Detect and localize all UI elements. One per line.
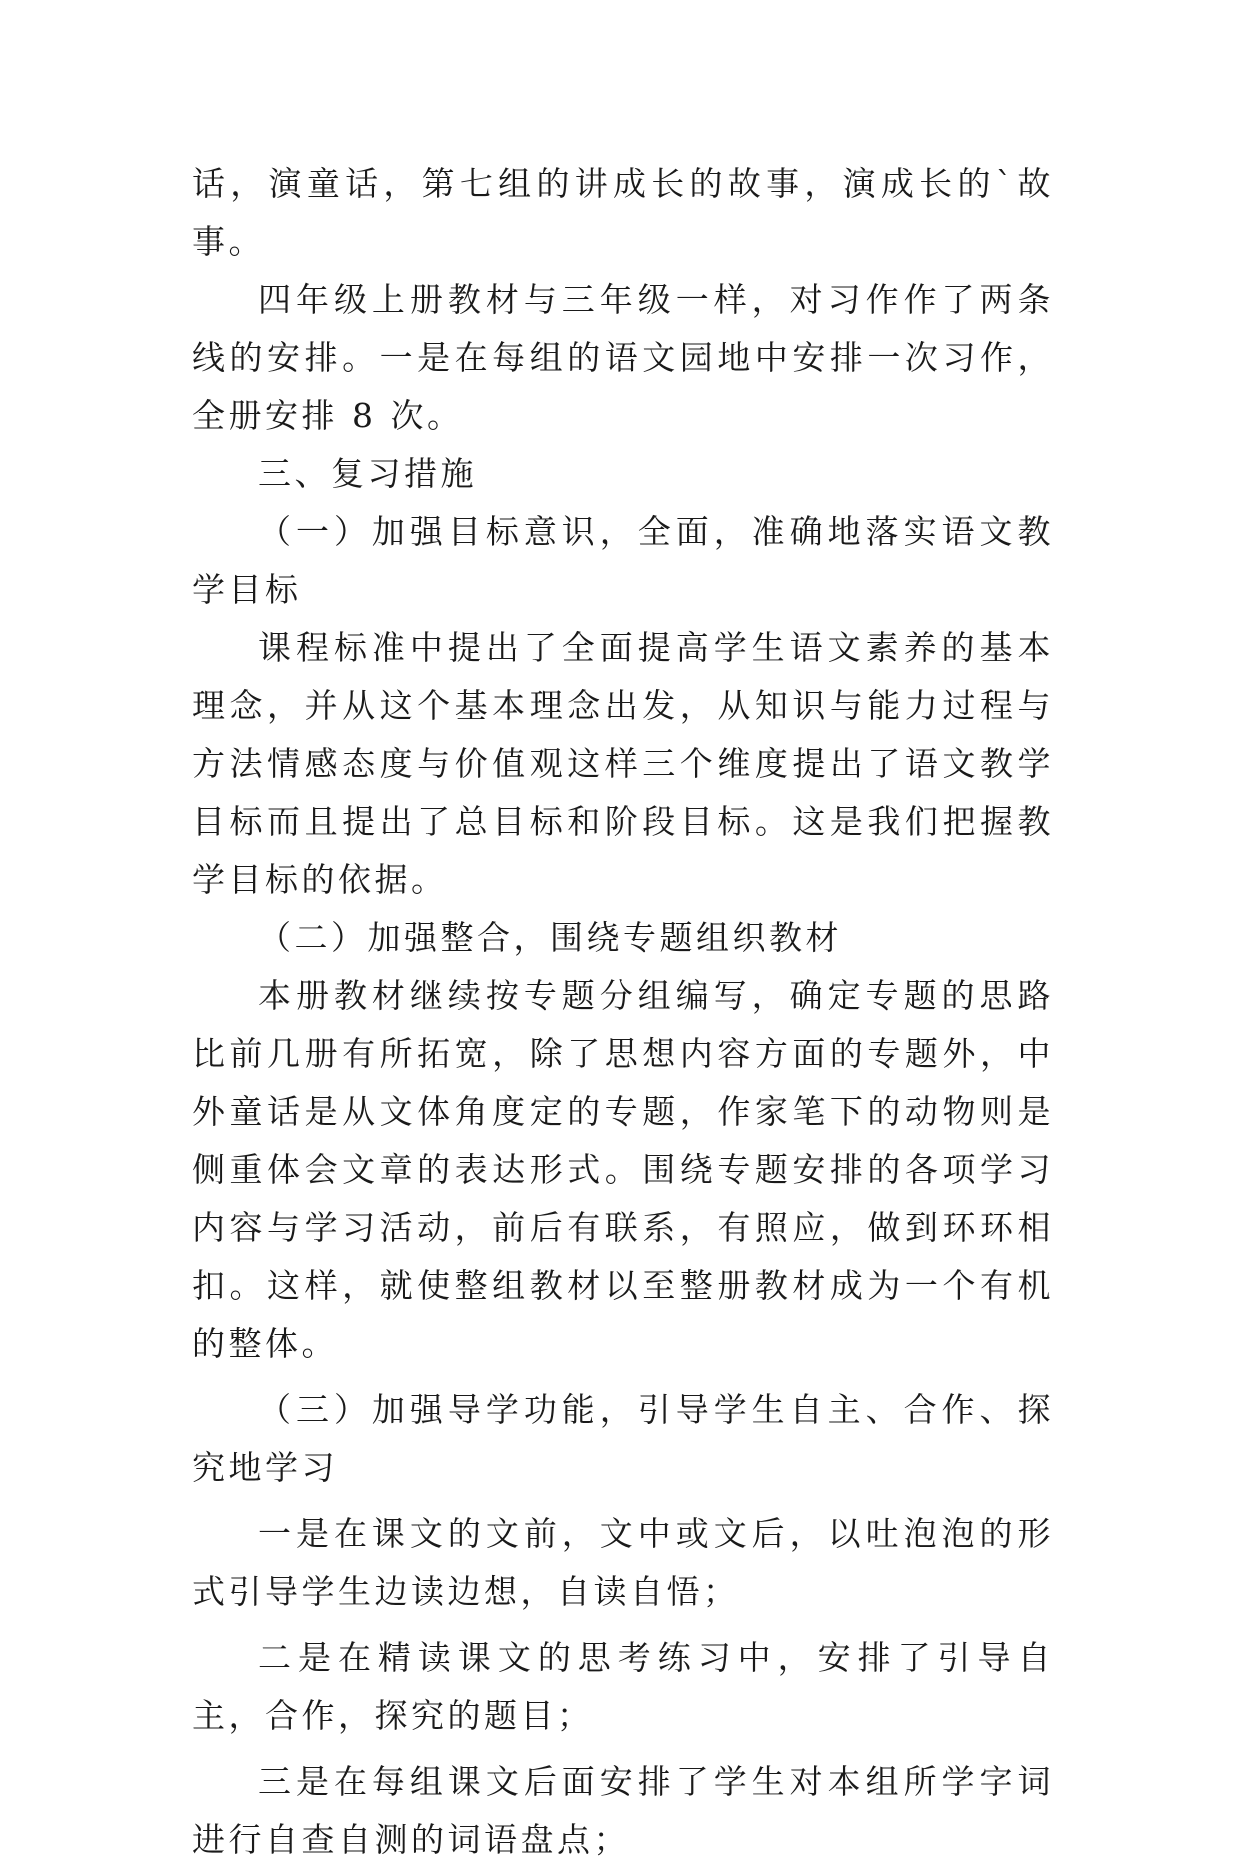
paragraph-point-one: 一是在课文的文前，文中或文后，以吐泡泡的形式引导学生边读边想，自读自悟；: [192, 1514, 1054, 1611]
paragraph-writing-arrangement: 四年级上册教材与三年级一样，对习作作了两条线的安排。一是在每组的语文园地中安排一次习作，全册安排 8 次。: [192, 280, 1054, 435]
paragraph-thematic-grouping: 本册教材继续按专题分组编写，确定专题的思路比前几册有所拓宽，除了思想内容方面的专题外，中外童话是从文体角度定的专题，作家笔下的动物则是侧重体会文章的表达形式。围绕专题安排的各项学习内容与学习活动，前后有联系，有照应，做到环环相扣。这样，就使整组教材以至整册教材成为一个有机的整体。: [192, 976, 1054, 1363]
document-page: [192, 155, 1054, 1869]
subheading-integration: （二）加强整合，围绕专题组织教材: [258, 918, 842, 957]
paragraph-point-three: 三是在每组课文后面安排了学生对本组所学字词进行自查自测的词语盘点；: [192, 1762, 1054, 1859]
paragraph-continuation: 话，演童话，第七组的讲成长的故事，演成长的`故事。: [192, 164, 1054, 261]
subheading-guided-learning: （三）加强导学功能，引导学生自主、合作、探究地学习: [192, 1390, 1054, 1487]
paragraph-point-two: 二是在精读课文的思考练习中，安排了引导自主，合作，探究的题目；: [192, 1638, 1054, 1735]
paragraph-curriculum-standard: 课程标准中提出了全面提高学生语文素养的基本理念，并从这个基本理念出发，从知识与能力过程与方法情感态度与价值观这样三个维度提出了语文教学目标而且提出了总目标和阶段目标。这是我们把握教学目标的依据。: [192, 628, 1054, 899]
subheading-goal-awareness: （一）加强目标意识，全面，准确地落实语文教学目标: [192, 512, 1054, 609]
section-heading-review-measures: 三、复习措施: [258, 454, 477, 493]
